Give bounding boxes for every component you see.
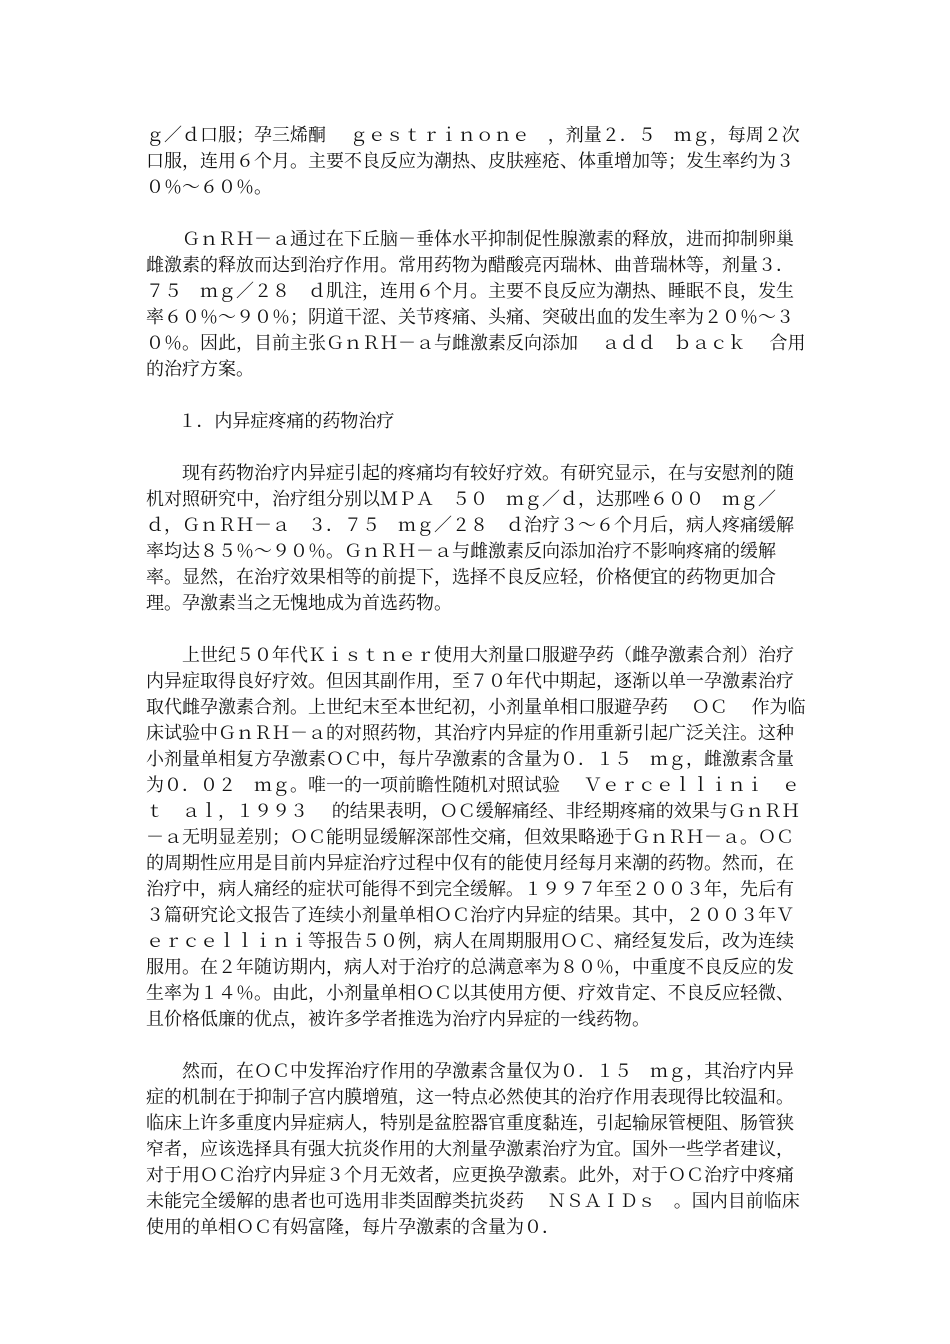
paragraph-oral-contraceptive-history: 上世纪５０年代Ｋｉｓｔｎｅｒ使用大剂量口服避孕药（雌孕激素合剂）治疗内异症取得良好疗效。但因其副作用，至７０年代中期起，逐渐以单一孕激素治疗取代雌孕激素合剂。上世纪末至本世纪初，小剂量单相口服避孕药 ＯＣ 作为临床试验中ＧｎＲＨ－ａ的对照药物，其治疗内异症的作用重新引起广泛关注。这种小剂量单相复方孕激素ＯＣ中，每片孕激素的含量为０．１５ ｍｇ，雌激素含量为０．０２ ｍｇ。唯一的一项前瞻性随机对照试验 Ｖｅｒｃｅｌｌｉｎｉ ｅｔ ａｌ，１９９３ 的结果表明，ＯＣ缓解痛经、非经期疼痛的效果与ＧｎＲＨ－ａ无明显差别；ＯＣ能明显缓解深部性交痛，但效果略逊于ＧｎＲＨ－ａ。ＯＣ的周期性应用是目前内异症治疗过程中仅有的能使月经每月来潮的药物。然而，在治疗中，病人痛经的症状可能得不到完全缓解。１９９７年至２００３年，先后有３篇研究论文报告了连续小剂量单相ＯＣ治疗内异症的结果。其中，２００３年Ｖｅｒｃｅｌｌｉｎｉ等报告５０例，病人在周期服用ＯＣ、痛经复发后，改为连续服用。在２年随访期内，病人对于治疗的总满意率为８０％，中重度不良反应的发生率为１４％。由此，小剂量单相ＯＣ以其使用方便、疗效肯定、不良反应轻微、且价格低廉的优点，被许多学者推选为治疗内异症的一线药物。: [146, 645, 806, 1030]
paragraph-gnrh-a: ＧｎＲＨ－ａ通过在下丘脑－垂体水平抑制促性腺激素的释放，进而抑制卵巢雌激素的释放而达到治疗作用。常用药物为醋酸亮丙瑞林、曲普瑞林等，剂量３．７５ ｍｇ／２８ ｄ肌注，连用６个月。主要不良反应为潮热、睡眠不良，发生率６０％～９０％；阴道干涩、关节疼痛、头痛、突破出血的发生率为２０％～３０％。因此，目前主张ＧｎＲＨ－ａ与雌激素反向添加 ａｄｄ ｂａｃｋ 合用的治疗方案。: [146, 229, 806, 380]
paragraph-pain-treatment: 现有药物治疗内异症引起的疼痛均有较好疗效。有研究显示，在与安慰剂的随机对照研究中，治疗组分别以ＭＰＡ ５０ ｍｇ／ｄ，达那唑６００ ｍｇ／ｄ，ＧｎＲＨ－ａ ３．７５ ｍｇ／２８ ｄ治疗３～６个月后，病人疼痛缓解率均达８５％～９０％。ＧｎＲＨ－ａ与雌激素反向添加治疗不影响疼痛的缓解率。显然，在治疗效果相等的前提下，选择不良反应轻，价格便宜的药物更加合理。孕激素当之无愧地成为首选药物。: [146, 463, 794, 614]
paragraph-gestrinone: ｇ／ｄ口服；孕三烯酮 ｇｅｓｔｒｉｎｏｎｅ ，剂量２．５ ｍｇ，每周２次口服，连用６个月。主要不良反应为潮热、皮肤痤疮、体重增加等；发生率约为３０％～６０％。: [146, 125, 800, 198]
paragraph-progestin-dose: 然而，在ＯＣ中发挥治疗作用的孕激素含量仅为０．１５ ｍｇ，其治疗内异症的机制在于抑制子宫内膜增殖，这一特点必然使其的治疗作用表现得比较温和。临床上许多重度内异症病人，特别是盆腔器官重度黏连，引起输尿管梗阻、肠管狭窄者，应该选择具有强大抗炎作用的大剂量孕激素治疗为宜。国外一些学者建议，对于用ＯＣ治疗内异症３个月无效者，应更换孕激素。此外，对于ＯＣ治疗中疼痛未能完全缓解的患者也可选用非类固醇类抗炎药 ＮＳＡＩＤｓ 。国内目前临床使用的单相ＯＣ有妈富隆，每片孕激素的含量为０．: [146, 1061, 800, 1238]
document-body: [146, 123, 810, 1267]
section-heading: １．内异症疼痛的药物治疗: [178, 411, 395, 432]
